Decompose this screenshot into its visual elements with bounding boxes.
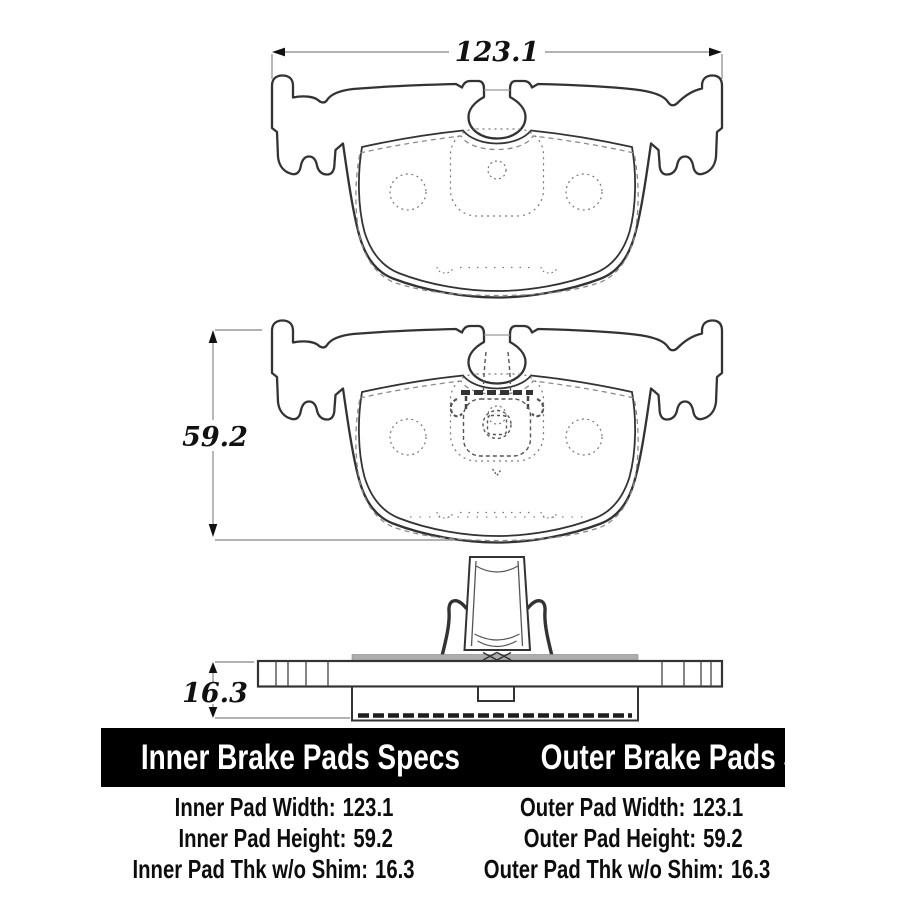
clip-square-dashed <box>488 416 507 435</box>
left-dotted-hole <box>390 174 426 210</box>
row-value: 123.1 <box>692 792 743 822</box>
anti-rattle-clip <box>442 557 553 658</box>
outer-pad-height-cell <box>403 823 743 854</box>
row-value: 59.2 <box>353 823 393 853</box>
pad-outer-contour <box>272 76 722 298</box>
arrow-up-icon <box>209 662 218 673</box>
inner-pad-height-cell <box>53 823 393 854</box>
arrow-down-icon <box>209 524 218 537</box>
row-label: Inner Pad Width: <box>174 792 336 822</box>
center-nib <box>478 687 514 702</box>
inner-specs-header <box>101 728 500 787</box>
bottom-dotted-arc-right <box>541 267 557 273</box>
row-value: 16.3 <box>730 854 771 884</box>
dim-extension-lines <box>213 330 455 540</box>
row-value: 123.1 <box>342 792 393 822</box>
height-dimension-label: 59.2 <box>182 422 248 453</box>
outer-specs-header <box>500 728 907 787</box>
clip-arm-right <box>528 601 553 658</box>
brake-pad-front-view <box>272 76 722 298</box>
outer-specs-header-label: Outer Brake Pads Specs <box>540 738 866 777</box>
clip-curl-left <box>451 399 462 416</box>
clip-footprint-dotted <box>451 129 544 216</box>
clip-leg-left <box>484 352 487 391</box>
row-label: Outer Pad Width: <box>519 792 686 822</box>
inner-pad-width-cell <box>53 792 393 823</box>
clip-center-dotted <box>488 161 506 179</box>
outer-pad-thickness-cell <box>403 854 771 885</box>
shim-edge-dashed <box>356 136 638 296</box>
arrow-left-icon <box>272 48 285 57</box>
clip-ring-dashed <box>483 411 511 439</box>
clip-vee-dashed <box>493 469 502 476</box>
retaining-clip-hidden-detail <box>410 352 588 517</box>
bottom-dotted-arc-left <box>437 267 453 273</box>
row-label: Inner Pad Thk w/o Shim: <box>132 854 369 884</box>
friction-material-outline <box>359 131 635 292</box>
clip-curl-right <box>532 399 543 416</box>
inner-specs-header-label: Inner Brake Pads Specs <box>140 738 460 777</box>
row-value: 16.3 <box>375 854 415 884</box>
width-dimension-label: 123.1 <box>454 37 540 68</box>
brake-pad-side-view <box>258 557 722 721</box>
dimension-height <box>182 330 455 540</box>
arrow-up-icon <box>209 330 218 343</box>
row-label: Outer Pad Thk w/o Shim: <box>483 854 724 884</box>
row-label: Outer Pad Height: <box>524 823 697 853</box>
clip-body-dashed <box>464 399 531 456</box>
dimension-width <box>272 37 722 79</box>
arrow-right-icon <box>709 48 722 57</box>
thickness-dimension-label: 16.3 <box>182 678 248 709</box>
brake-pad-rear-view <box>272 321 722 543</box>
right-dotted-hole <box>566 174 602 210</box>
row-label: Inner Pad Height: <box>178 823 347 853</box>
clip-leg-right <box>508 352 511 391</box>
inner-pad-thickness-cell <box>53 854 415 885</box>
outer-pad-width-cell <box>403 792 743 823</box>
specs-table-header <box>101 728 866 787</box>
clip-arm-left <box>442 601 467 658</box>
row-value: 59.2 <box>703 823 743 853</box>
